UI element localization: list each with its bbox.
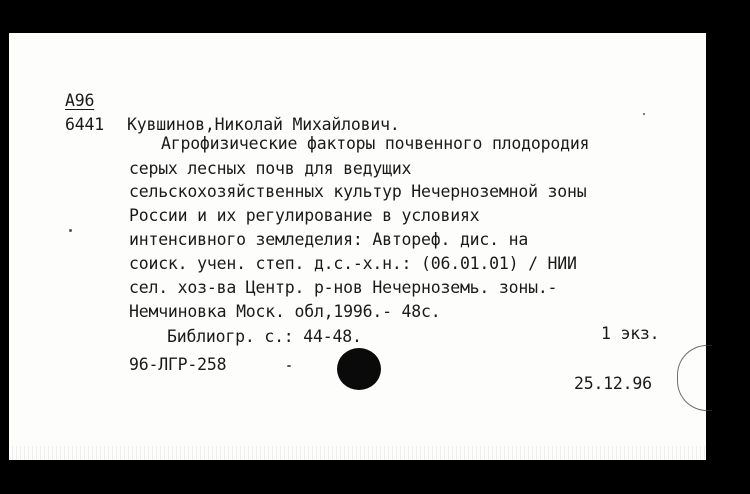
title-line-5: интенсивного земледелия: Автореф. дис. на: [129, 230, 529, 249]
inventory-number: 6441: [65, 115, 104, 134]
publisher-line: сел. хоз-ва Центр. р-нов Нечерноземь. зоны.-: [129, 278, 558, 297]
card-date: 25.12.96: [574, 374, 652, 393]
registration-code: 96-ЛГР-258: [129, 355, 227, 374]
stamp-mark-icon: [677, 345, 712, 411]
call-number: А96: [65, 91, 95, 110]
bibliography-note: Библиогр. с.: 44-48.: [167, 327, 362, 346]
ink-speck: [287, 365, 291, 367]
title-line-4: России и их регулирование в условиях: [129, 206, 480, 225]
place-date-line: Немчиновка Моск. обл,1996.- 48с.: [129, 302, 441, 321]
punch-hole: [337, 348, 381, 390]
title-line-6: соиск. учен. степ. д.с.-х.н.: (06.01.01) / НИИ: [129, 254, 577, 273]
title-line-3: сельскохозяйственных культур Нечерноземной зоны: [129, 182, 587, 201]
title-line-2: серых лесных почв для ведущих: [129, 159, 412, 178]
ink-speck: [69, 229, 72, 232]
copies-count: 1 экз.: [601, 324, 660, 343]
title-line-1: Агрофизические факторы почвенного плодородия: [161, 134, 590, 153]
catalog-card: [9, 33, 706, 460]
author-name: Кувшинов,Николай Михайлович.: [127, 115, 400, 134]
ink-speck: [643, 113, 645, 115]
